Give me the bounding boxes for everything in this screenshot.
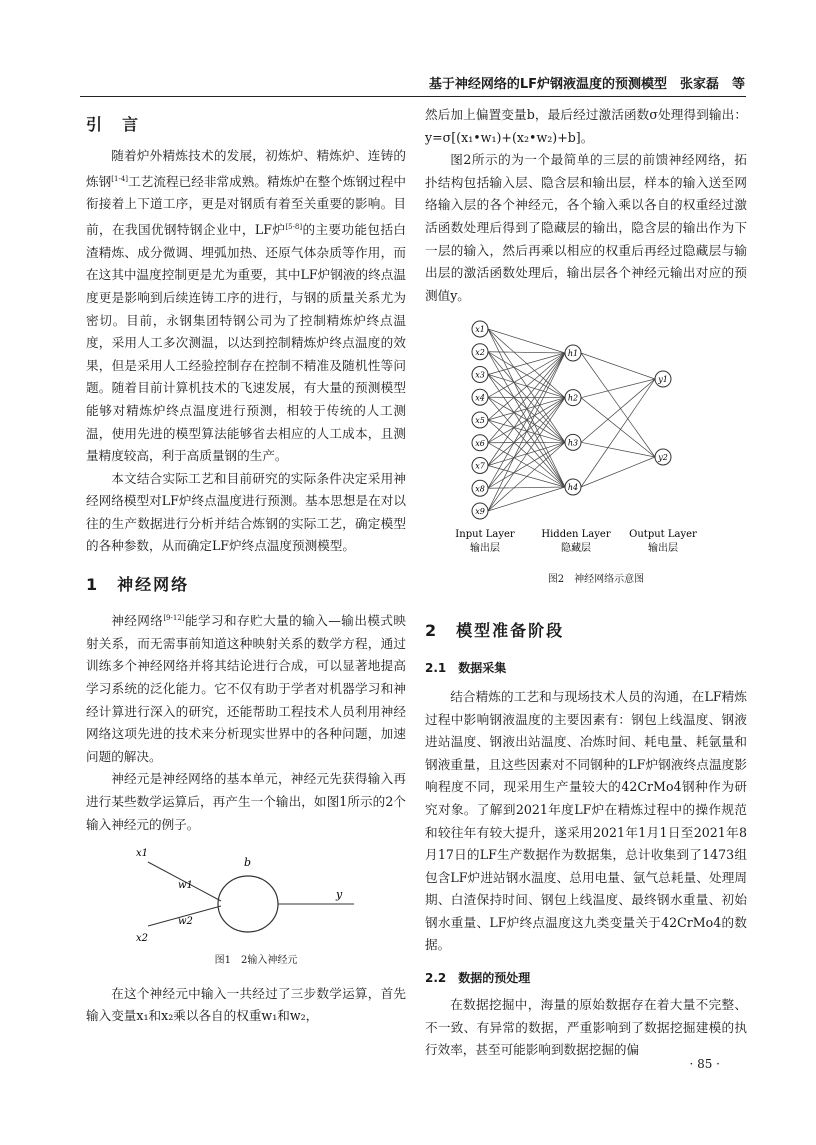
- intro-paragraph-2: 本文结合实际工艺和目前研究的实际条件决定采用神经网络模型对LF炉终点温度进行预测。基本思想是在对以往的生产数据进行分析并结合炼钢的实际工艺，确定模型的各种参数，从而确定LF炉终点温度预测模型。: [86, 470, 406, 554]
- connection-line: [488, 353, 565, 488]
- fig1-label-y: y: [336, 888, 343, 902]
- figure-2-caption: 图2 神经网络示意图: [547, 574, 645, 586]
- figure-1-caption: 图1 2输入神经元: [214, 955, 298, 967]
- connection-line: [488, 398, 565, 443]
- output-layer-label-cn: 输出层: [648, 543, 678, 555]
- right-paragraph-2: 图2所示的为一个最简单的三层的前馈神经网络，拓扑结构包括输入层、隐含层和输出层，样本的输入送至网络输入层的各个神经元，各个输入乘以各自的权重经过激活函数处理后得到了隐藏层的输出，隐含层的输出作为下一层的输入，然后再乘以相应的权重后再经过隐藏层与输出层的激活函数处理后，输出层各个神经元输出对应的预测值y。: [425, 152, 747, 303]
- section-1-paragraph-2: 神经元是神经网络的基本单元，神经元先获得输入再进行某些数学运算后，再产生一个输出，如图1所示的2个输入神经元的例子。: [86, 771, 406, 832]
- connection-line: [488, 353, 565, 375]
- node-label-x2: x2: [475, 348, 485, 358]
- connection-line: [488, 329, 565, 442]
- right-paragraph-1: 然后加上偏置变量b，最后经过激活函数σ处理得到输出：y=σ[(x₁•w₁)+(x₂•w₂)+b]。: [425, 107, 747, 145]
- connection-line: [581, 353, 655, 457]
- connection-line: [488, 375, 565, 488]
- neural-network-diagram: [425, 315, 747, 565]
- connection-line: [581, 353, 655, 379]
- node-label-h4: h4: [567, 483, 579, 493]
- node-label-x8: x8: [475, 484, 485, 494]
- running-header: 基于神经网络的LF炉钢液温度的预测模型 张家磊 等: [428, 77, 745, 92]
- page-number: · 85 ·: [689, 1057, 720, 1071]
- output-layer-label: Output Layer: [629, 529, 697, 541]
- header-rule: [80, 96, 746, 97]
- section-2-heading: 2 模型准备阶段: [425, 620, 565, 640]
- connection-line: [581, 457, 655, 487]
- node-label-h1: h1: [567, 349, 579, 359]
- fig1-label-x2: x2: [136, 933, 149, 945]
- fig1-label-w2: w2: [178, 916, 193, 928]
- connection-line: [488, 329, 565, 353]
- section-1-paragraph-1: 神经网络[9-12]能学习和存贮大量的输入—输出模式映射关系，而无需事前知道这种映射关系的数学方程，通过训练多个神经网络并将其结论进行合成，可以显著地提高学习系统的泛化能力。它不仅有助于学者对机器学习和神经计算进行深入的研究，还能帮助工程技术人员利用神经网络这项先进的技术来分析现实世界中的各种问题，加速问题的解决。: [86, 613, 407, 764]
- section-1-paragraph-3: 在这个神经元中输入一共经过了三步数学运算，首先输入变量x₁和x₂乘以各自的权重w₁和w₂，: [86, 985, 406, 1024]
- section-2-2-heading: 2.2 数据的预处理: [425, 971, 531, 986]
- node-label-x1: x1: [475, 325, 485, 335]
- section-2-1-heading: 2.1 数据采集: [425, 660, 507, 675]
- section-2-1-paragraph: 结合精炼的工艺和与现场技术人员的沟通，在LF精炼过程中影响钢液温度的主要因素有：钢包上线温度、钢液进站温度、钢液出站温度、冶炼时间、耗电量、耗氩量和钢液重量，且这些因素对不同钢种的LF炉钢液终点温度影响程度不同，现采用生产量较大的42CrMo4钢种作为研究对象。了解到2021年度LF炉在精炼过程中的操作规范和较往年有较大提升，遂采用2021年1月1日至2021年8月17日的LF生产数据作为数据集，总计收集到了1473组包含LF炉进站钢水温度、总用电量、氩气总耗量、处理周期、白渣保持时间、钢包上线温度、最终钢水重量、初始钢水重量、LF炉终点温度这九类变量关于42CrMo4的数据。: [425, 688, 747, 953]
- intro-heading: 引 言: [86, 115, 141, 134]
- section-1-heading: 1 神经网络: [86, 575, 190, 595]
- node-label-x3: x3: [475, 370, 485, 380]
- connection-line: [581, 398, 655, 457]
- fig1-label-w1: w1: [178, 880, 193, 892]
- node-label-y1: y1: [658, 375, 668, 385]
- input-layer-label: Input Layer: [455, 529, 515, 541]
- connection-line: [488, 353, 565, 466]
- node-label-y2: y2: [658, 453, 668, 463]
- figure-2: [425, 315, 747, 592]
- neuron-diagram: [86, 844, 406, 944]
- node-label-h3: h3: [567, 438, 579, 448]
- hidden-layer-label-cn: 隐藏层: [561, 543, 591, 555]
- fig1-label-b: b: [244, 856, 252, 870]
- figure-1: [86, 844, 406, 973]
- citation: [1-4]: [111, 174, 129, 183]
- hidden-layer-label: Hidden Layer: [541, 529, 611, 541]
- section-2-2-paragraph: 在数据挖掘中，海量的原始数据存在着大量不完整、不一致、有异常的数据，严重影响到了数据挖掘建模的执行效率，甚至可能影响到数据挖掘的偏: [425, 997, 747, 1058]
- node-label-x5: x5: [475, 416, 485, 426]
- node-label-x4: x4: [475, 393, 485, 403]
- connection-line: [488, 398, 565, 511]
- connection-line: [488, 487, 565, 511]
- left-column: [86, 104, 406, 1028]
- connection-line: [581, 443, 655, 458]
- intro-paragraph-1: 随着炉外精炼技术的发展，初炼炉、精炼炉、连铸的炼钢[1-4]工艺流程已经非常成熟。精炼炉在整个炼钢过程中衔接着上下道工序，更是对钢质有着至关重要的影响。目前，在我国优钢特钢企业中，LF炉[5-8]的主要功能包括白渣精炼、成分微调、埋弧加热、还原气体杂质等作用，而在这其中温度控制更是尤为重要，其中LF炉钢液的终点温度更是影响到后续连铸工序的进行，与钢的质量关系尤为密切。目前，永钢集团特钢公司为了控制精炼炉终点温度，采用人工多次测温，以达到控制精炼炉终点温度的效果，但是采用人工经验控制存在控制不精准及随机性等问题。随着目前计算机技术的飞速发展，有大量的预测模型能够对精炼炉终点温度进行预测，相较于传统的人工测温，使用先进的模型算法能够省去相应的人工成本，且测量精度较高，利于高质量钢的生产。: [86, 148, 407, 464]
- fig1-label-x1: x1: [136, 848, 149, 860]
- node-label-x9: x9: [475, 507, 485, 517]
- input-layer-label-cn: 输出层: [470, 543, 500, 555]
- node-label-x7: x7: [475, 461, 485, 471]
- node-label-h2: h2: [567, 394, 579, 404]
- right-column: [425, 104, 747, 1062]
- node-label-x6: x6: [475, 439, 485, 449]
- connection-line: [488, 352, 565, 487]
- citation: [9-12]: [163, 614, 185, 623]
- citation: [5-8]: [285, 222, 303, 231]
